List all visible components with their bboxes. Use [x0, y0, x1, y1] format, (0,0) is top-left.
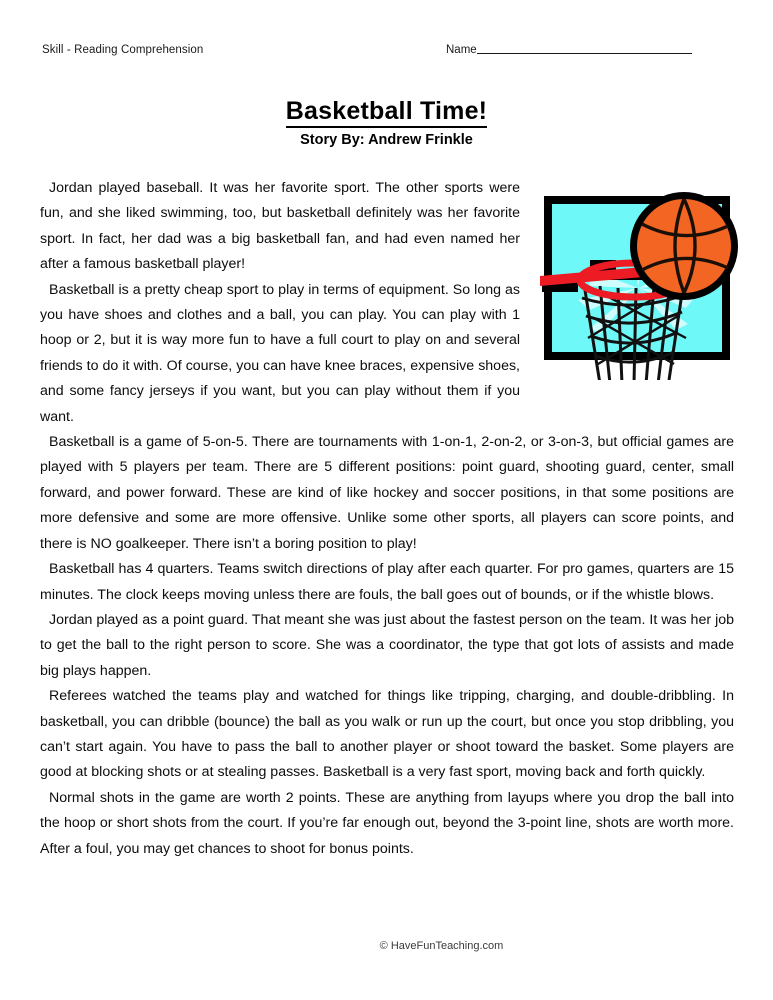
- name-write-in-line[interactable]: [477, 53, 692, 54]
- story-paragraph: Referees watched the teams play and watched for things like tripping, charging, and double-dribbling. In basketball, you can dribble (bounce) the ball as you walk or run up the court, but once you stop dribbling, you can’t start again. You have to pass the ball to another player or shoot toward the basket. Some players are good at blocking shots or at stealing passes. Basketball is a very fast sport, moving back and forth quickly.: [40, 688, 734, 781]
- story-body: [40, 176, 734, 862]
- page-header: [42, 44, 733, 66]
- story-paragraph: Basketball has 4 quarters. Teams switch directions of play after each quarter. For pro games, quarters are 15 minutes. The clock keeps moving unless there are fouls, the ball goes out of bounds, or if the whistle blows.: [40, 561, 734, 603]
- byline: Story By: Andrew Frinkle: [300, 132, 473, 148]
- skill-label: Skill - Reading Comprehension: [42, 44, 204, 56]
- story-paragraph: Basketball is a pretty cheap sport to play in terms of equipment. So long as you have shoes and clothes and a ball, you can play. You can play with 1 hoop or 2, but it is way more fun to have a full court to play on and several friends to do it with. Of course, you can have knee braces, expensive shoes, and some fancy jerseys if you want, but you can play without them if you want.: [40, 281, 520, 425]
- illustration-text-wrap-spacer: [534, 184, 734, 382]
- name-field-group: [446, 44, 692, 56]
- copyright-text: © HaveFunTeaching.com: [379, 940, 504, 952]
- page-title-text: Basketball Time!: [286, 98, 487, 128]
- story-paragraph: Normal shots in the game are worth 2 points. These are anything from layups where you drop the ball into the hoop or short shots from the court. If you’re far enough out, beyond the 3-point line, shots are worth more. After a foul, you may get chances to shoot for bonus points.: [40, 789, 734, 857]
- story-paragraph: Jordan played baseball. It was her favorite sport. The other sports were fun, and she liked swimming, too, but basketball definitely was her favorite sport. In fact, her dad was a big basketball fan, and had even named her after a famous basketball player!: [40, 180, 520, 273]
- story-paragraph: Jordan played as a point guard. That meant she was just about the fastest person on the team. It was her job to get the ball to the right person to score. She was a coordinator, the type that got lots of assists and made big plays happen.: [40, 611, 734, 679]
- page-title: [0, 98, 773, 128]
- story-paragraph: Basketball is a game of 5-on-5. There are tournaments with 1-on-1, 2-on-2, or 3-on-3, but official games are played with 5 players per team. There are 5 different positions: point guard, shooting guard, center, small forward, and power forward. These are kind of like hockey and soccer positions, in that some positions are more defensive and some are more offensive. Unlike some other sports, all players can score points, and there is NO goalkeeper. There isn’t a boring position to play!: [40, 434, 734, 552]
- page-footer: [0, 940, 773, 952]
- name-label: Name: [446, 44, 477, 56]
